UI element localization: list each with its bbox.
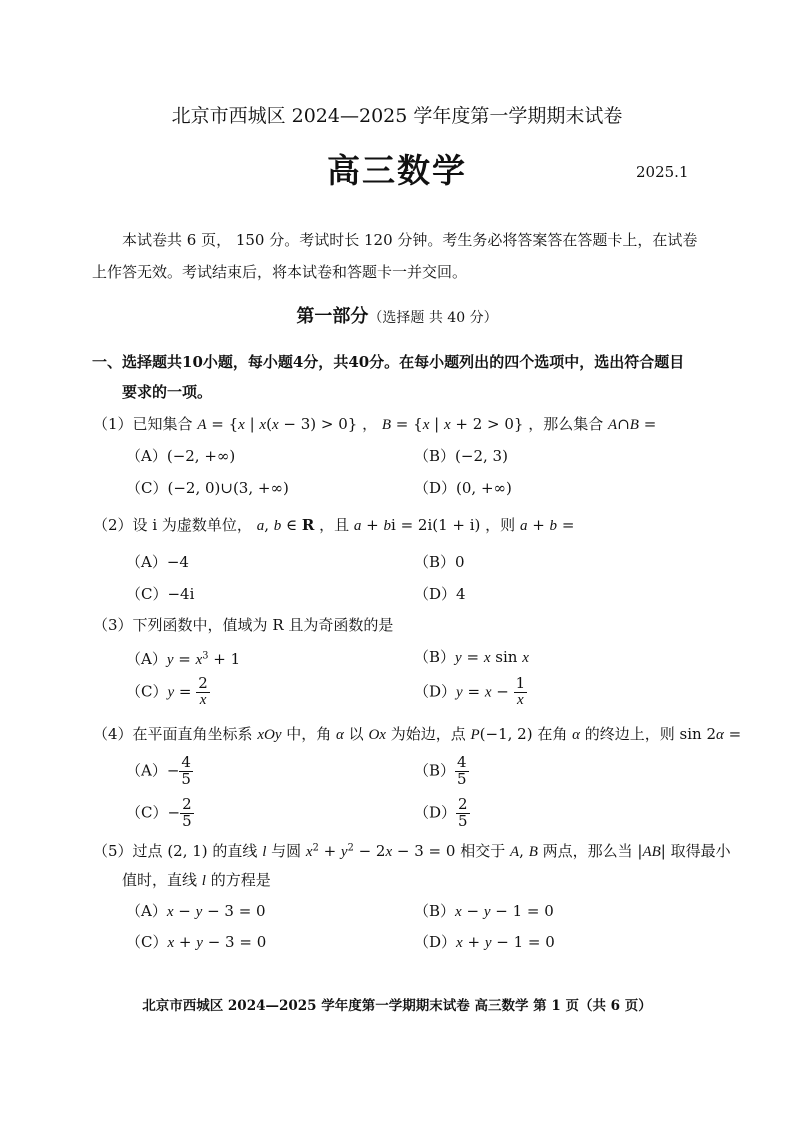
question-1 xyxy=(93,413,656,434)
q2-option-c[interactable]: （C）−4i xyxy=(126,585,195,603)
intro-line-1: 本试卷共 6 页， 150 分。考试时长 120 分钟。考生务必将答案答在答题卡上，在试卷 xyxy=(122,231,698,249)
question-5-line-1 xyxy=(93,840,731,861)
part-heading xyxy=(0,302,794,328)
intro-line-2: 上作答无效。考试结束后，将本试卷和答题卡一并交回。 xyxy=(92,263,468,281)
q3-option-c[interactable]: （C）y = $\frac{2}{x}$ xyxy=(126,674,208,708)
question-3-stem: 下列函数中，值域为 R 且为奇函数的是 xyxy=(132,616,394,634)
question-5-number: （5） xyxy=(93,842,133,860)
question-5-line-2: 值时，直线 l 的方程是 xyxy=(122,871,271,889)
question-5-stem: 过点 (2, 1) 的直线 l 与圆 $x^2 + y^2 - 2x - 3 = 0$ 相交于 A, B 两点，那么当 |AB| 取得最小 xyxy=(132,842,731,860)
question-1-number: （1） xyxy=(93,415,133,433)
q4-option-b[interactable]: （B） $\frac{4}{5}$ xyxy=(414,753,467,788)
q3-option-b[interactable]: （B）y = x sin x xyxy=(414,648,529,666)
q2-option-b[interactable]: （B）0 xyxy=(414,553,465,571)
q1-option-d[interactable]: （D）(0, +∞) xyxy=(414,479,512,497)
q1-option-a[interactable]: （A）(−2, +∞) xyxy=(126,447,236,465)
question-2 xyxy=(93,514,574,535)
q5-option-a[interactable]: （A）x − y − 3 = 0 xyxy=(126,902,266,920)
q1-option-c[interactable]: （C）(−2, 0)∪(3, +∞) xyxy=(126,479,289,497)
question-4-number: （4） xyxy=(93,725,133,743)
question-2-stem: 设 i 为虚数单位， a, b ∈ R ，且 a + bi = 2i(1 + i) ，则 a + b = xyxy=(132,516,575,534)
q1-option-b[interactable]: （B）(−2, 3) xyxy=(414,447,508,465)
question-2-number: （2） xyxy=(93,516,133,534)
page-footer: 北京市西城区 2024—2025 学年度第一学期期末试卷 高三数学 第 1 页（共 6 页） xyxy=(142,998,652,1014)
exam-date: 2025.1 xyxy=(636,163,689,181)
question-4-stem: 在平面直角坐标系 xOy 中，角 α 以 Ox 为始边，点 P(−1, 2) 在角 α 的终边上，则 sin 2α = xyxy=(132,725,742,743)
part-note: （选择题 共 40 分） xyxy=(368,310,498,326)
q4-option-d[interactable]: （D） $\frac{2}{5}$ xyxy=(414,795,468,830)
q3-option-d[interactable]: （D）y = x − $\frac{1}{x}$ xyxy=(414,674,526,708)
question-4 xyxy=(93,723,741,744)
q4-option-a[interactable]: （A）− $\frac{4}{5}$ xyxy=(126,753,191,788)
part-title: 第一部分 xyxy=(296,306,369,327)
subject-title: 高三数学 xyxy=(327,151,467,190)
q5-option-b[interactable]: （B）x − y − 1 = 0 xyxy=(414,902,554,920)
exam-title: 北京市西城区 2024—2025 学年度第一学期期末试卷 xyxy=(171,105,623,127)
q5-option-c[interactable]: （C）x + y − 3 = 0 xyxy=(126,933,267,951)
section-instruction-1: 一、选择题共10小题，每小题4分，共40分。在每小题列出的四个选项中，选出符合题目 xyxy=(92,353,685,371)
q2-option-d[interactable]: （D）4 xyxy=(414,585,466,603)
q2-option-a[interactable]: （A）−4 xyxy=(126,553,189,571)
q4-option-c[interactable]: （C）− $\frac{2}{5}$ xyxy=(126,795,192,830)
question-1-stem: 已知集合 A = {x | x(x − 3) > 0} ， B = {x | x + 2 > 0} ，那么集合 A∩B = xyxy=(132,415,657,433)
q5-option-d[interactable]: （D）x + y − 1 = 0 xyxy=(414,933,555,951)
question-3 xyxy=(93,614,393,635)
question-3-number: （3） xyxy=(93,616,133,634)
q3-option-a[interactable]: $(A)y = x^3 + 1$ xyxy=(126,650,241,668)
section-instruction-2: 要求的一项。 xyxy=(122,383,213,401)
